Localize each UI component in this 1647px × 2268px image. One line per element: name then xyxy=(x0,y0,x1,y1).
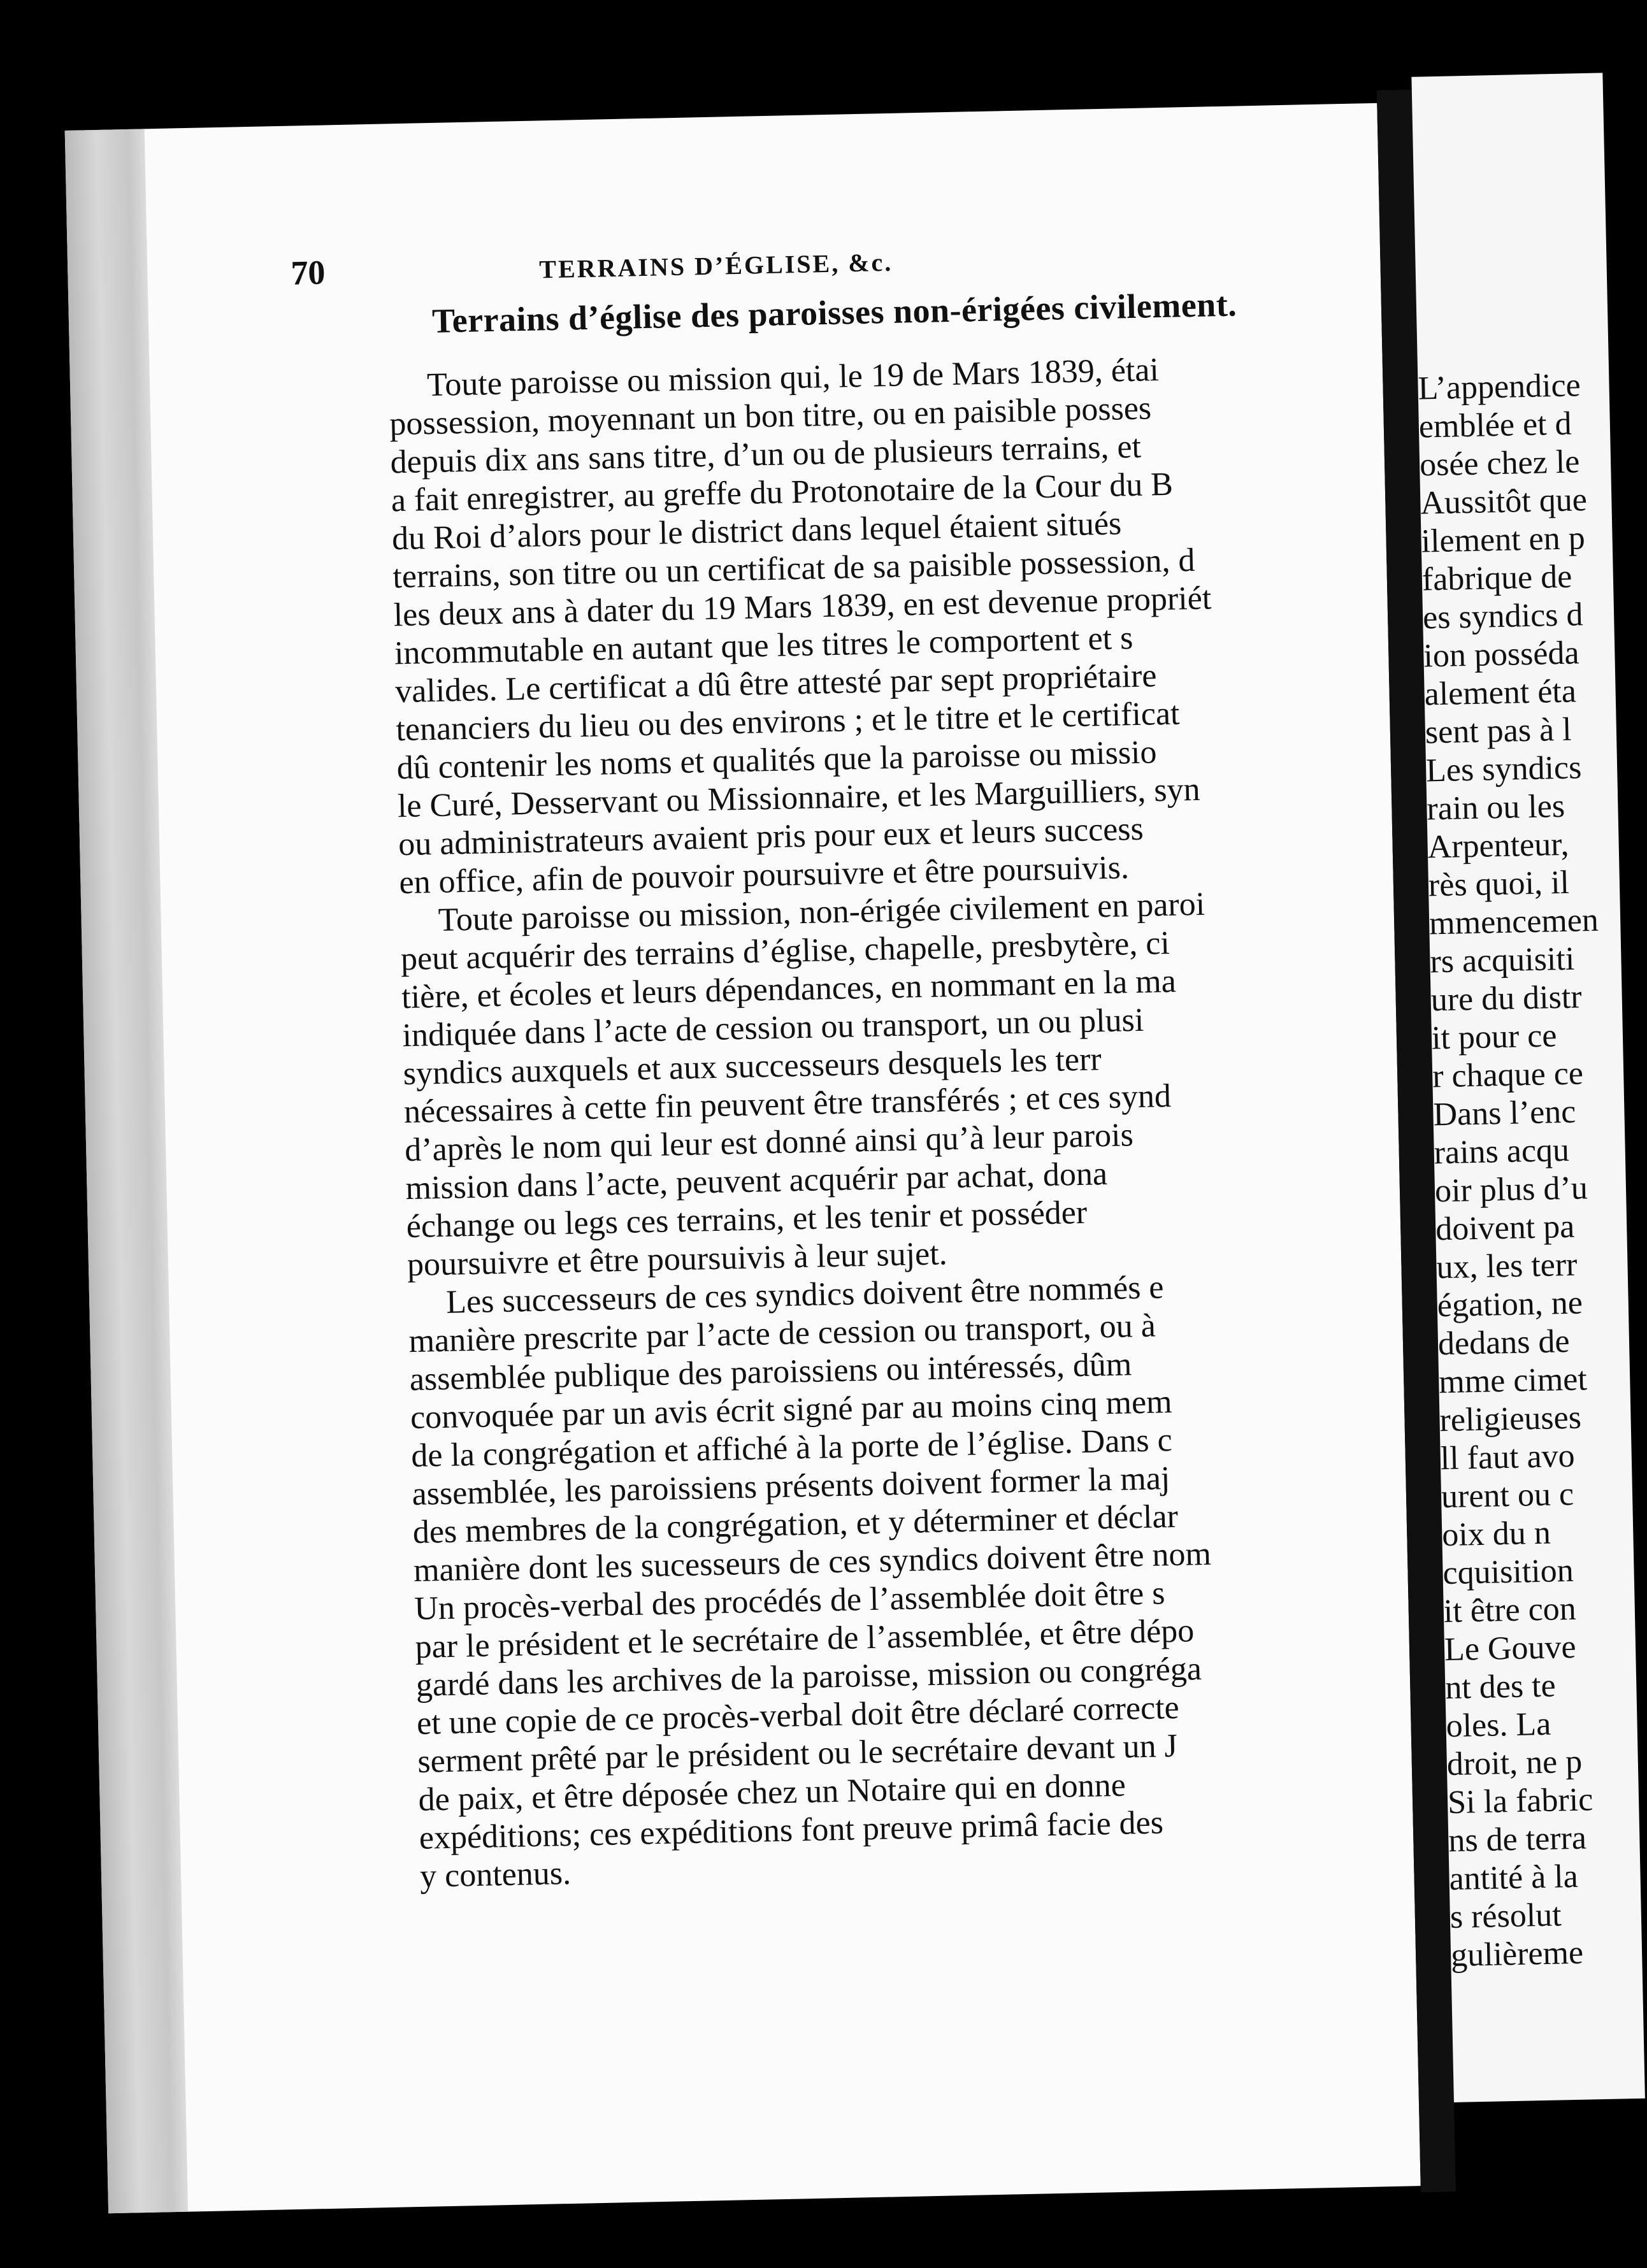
text-line: incommutable en autant que les titres le comportent et s xyxy=(394,620,1133,672)
right-page-line: ure du distr xyxy=(1430,979,1583,1019)
right-page-line: alement éta xyxy=(1424,673,1577,713)
right-page-line: L’appendice xyxy=(1418,367,1581,407)
right-page-line: r chaque ce xyxy=(1432,1055,1584,1095)
text-line: mission dans l’acte, peuvent acquérir par achat, dona xyxy=(405,1156,1108,1207)
right-page-line: oles. La xyxy=(1446,1705,1551,1745)
right-page-line: égation, ne xyxy=(1437,1284,1583,1324)
right-page-line: osée chez le xyxy=(1419,443,1580,484)
right-page-line: rains acqu xyxy=(1434,1131,1570,1172)
paragraph xyxy=(408,1263,1465,1896)
text-line: Toute paroisse ou mission qui, le 19 de Mars 1839, étai xyxy=(426,352,1160,404)
text-line: syndics auxquels et aux successeurs desquels les terr xyxy=(403,1041,1102,1093)
right-page-line: es syndics d xyxy=(1422,596,1584,636)
book-spread xyxy=(64,49,1599,2207)
text-line: manière prescrite par l’acte de cession ou transport, ou à xyxy=(408,1307,1156,1360)
right-page-line: oix du n xyxy=(1441,1514,1551,1554)
text-line: convoquée par un avis écrit signé par au moins cinq mem xyxy=(410,1384,1173,1437)
text-line: en office, afin de pouvoir poursuivre et être poursuivis. xyxy=(398,849,1130,901)
text-line: terrains, son titre ou un certificat de sa paisible possession, d xyxy=(392,542,1196,596)
text-line: par le président et le secrétaire de l’assemblée, et être dépo xyxy=(415,1612,1195,1665)
text-line: et une copie de ce procès-verbal doit être déclaré correcte xyxy=(416,1689,1180,1742)
paragraph xyxy=(399,880,1452,1284)
right-page-line: Arpenteur, xyxy=(1427,826,1569,866)
right-page-line: ll faut avo xyxy=(1440,1437,1576,1477)
right-page-line: rès quoi, il xyxy=(1428,864,1570,904)
right-page-line: antité à la xyxy=(1449,1858,1579,1898)
right-page-line: oir plus d’u xyxy=(1434,1170,1588,1210)
left-page xyxy=(65,103,1421,2213)
section-title: Terrains d’église des paroisses non-érigées civilement. xyxy=(431,285,1237,340)
text-line: les deux ans à dater du 19 Mars 1839, en est devenue propriét xyxy=(393,580,1212,634)
right-page-line: ux, les terr xyxy=(1435,1246,1578,1286)
right-page-line: ion posséda xyxy=(1423,635,1580,675)
text-line: poursuivre et être poursuivis à leur sujet. xyxy=(406,1235,948,1284)
right-page-line: s résolut xyxy=(1449,1897,1562,1936)
text-line: peut acquérir des terrains d’église, chapelle, presbytère, ci xyxy=(400,924,1170,978)
right-page-line: emblée et d xyxy=(1418,405,1572,445)
text-line: du Roi d’alors pour le district dans lequel étaient situés xyxy=(391,505,1122,557)
text-line: manière dont les sucesseurs de ces syndics doivent être nom xyxy=(413,1535,1212,1590)
text-line: le Curé, Desservant ou Missionnaire, et les Marguilliers, syn xyxy=(397,771,1201,825)
text-line: assemblée, les paroissiens présents doivent former la maj xyxy=(412,1460,1170,1513)
text-line: possession, moyennant un bon titre, ou en paisible posses xyxy=(389,390,1152,443)
right-page-line: it pour ce xyxy=(1431,1017,1557,1057)
right-page-line: Dans l’enc xyxy=(1432,1093,1576,1133)
text-line: nécessaires à cette fin peuvent être transférés ; et ces synd xyxy=(403,1077,1172,1131)
text-line: Un procès-verbal des procédés de l’assemblée doit être s xyxy=(414,1575,1165,1627)
right-page-line: dedans de xyxy=(1437,1323,1571,1363)
running-title: TERRAINS D’ÉGLISE, &c. xyxy=(538,247,893,284)
text-line: dû contenir les noms et qualités que la paroisse ou missio xyxy=(396,734,1157,787)
text-line: depuis dix ans sans titre, d’un ou de plusieurs terrains, et xyxy=(390,428,1142,481)
right-page-line: gulièreme xyxy=(1450,1934,1584,1974)
right-page-line: rs acquisiti xyxy=(1429,940,1575,980)
right-page-line: nt des te xyxy=(1444,1667,1557,1707)
text-line: des membres de la congrégation, et y déterminer et déclar xyxy=(412,1498,1179,1551)
text-line: d’après le nom qui leur est donné ainsi qu’à leur parois xyxy=(404,1117,1134,1169)
right-page-line: rain ou les xyxy=(1426,787,1565,828)
text-line: tenanciers du lieu ou des environs ; et le titre et le certificat xyxy=(395,695,1181,749)
text-line: a fait enregistrer, au greffe du Protonotaire de la Cour du B xyxy=(391,466,1174,519)
body-text xyxy=(389,345,1465,1896)
right-page-line: Aussitôt que xyxy=(1420,482,1588,522)
right-page-line: ilement en p xyxy=(1421,520,1586,560)
right-page-line: urent ou c xyxy=(1441,1475,1574,1516)
right-page-line: doivent pa xyxy=(1435,1208,1575,1248)
text-line: de paix, et être déposée chez un Notaire qui en donne xyxy=(418,1767,1126,1818)
right-page-line: Le Gouve xyxy=(1444,1628,1577,1669)
right-page-line: cquisition xyxy=(1442,1552,1574,1592)
text-line: expéditions; ces expéditions font preuve primâ facie des xyxy=(419,1804,1164,1856)
text-line: assemblée publique des paroissiens ou intéressés, dûm xyxy=(409,1346,1132,1398)
right-page-text xyxy=(1418,366,1643,1975)
right-page-line: mme cimet xyxy=(1438,1361,1588,1401)
text-line: échange ou legs ces terrains, et les tenir et posséder xyxy=(406,1194,1088,1245)
text-line: y contenus. xyxy=(419,1855,572,1895)
page-gutter xyxy=(65,129,188,2213)
text-line: gardé dans les archives de la paroisse, mission ou congréga xyxy=(415,1651,1202,1704)
right-page-line: it être con xyxy=(1443,1590,1577,1630)
right-page-line: Si la fabric xyxy=(1447,1781,1593,1821)
text-line: Toute paroisse ou mission, non-érigée civilement en paroi xyxy=(438,886,1205,938)
right-page-line: mmencemen xyxy=(1428,901,1599,942)
paragraph xyxy=(389,345,1444,902)
text-line: Les successeurs de ces syndics doivent être nommés e xyxy=(445,1269,1165,1321)
text-line: serment prêté par le président ou le secrétaire devant un J xyxy=(417,1727,1178,1780)
text-line: valides. Le certificat a dû être attesté par sept propriétaire xyxy=(394,657,1157,710)
right-page-line: sent pas à l xyxy=(1425,711,1572,751)
right-page-line: fabrique de xyxy=(1421,558,1572,598)
right-page-line: religieuses xyxy=(1439,1399,1582,1439)
text-line: ou administrateurs avaient pris pour eux et leurs success xyxy=(398,810,1144,863)
right-page-line: droit, ne p xyxy=(1446,1743,1583,1783)
text-line: de la congrégation et affiché à la porte de l’église. Dans c xyxy=(410,1422,1173,1475)
page-number: 70 xyxy=(290,253,326,292)
text-line: tière, et écoles et leurs dépendances, en nommant en la ma xyxy=(401,963,1177,1016)
right-page-line: ns de terra xyxy=(1448,1819,1587,1860)
right-page-line: Les syndics xyxy=(1425,749,1582,789)
text-line: indiquée dans l’acte de cession ou transport, un ou plusi xyxy=(401,1001,1144,1054)
page-content xyxy=(290,191,1465,1896)
